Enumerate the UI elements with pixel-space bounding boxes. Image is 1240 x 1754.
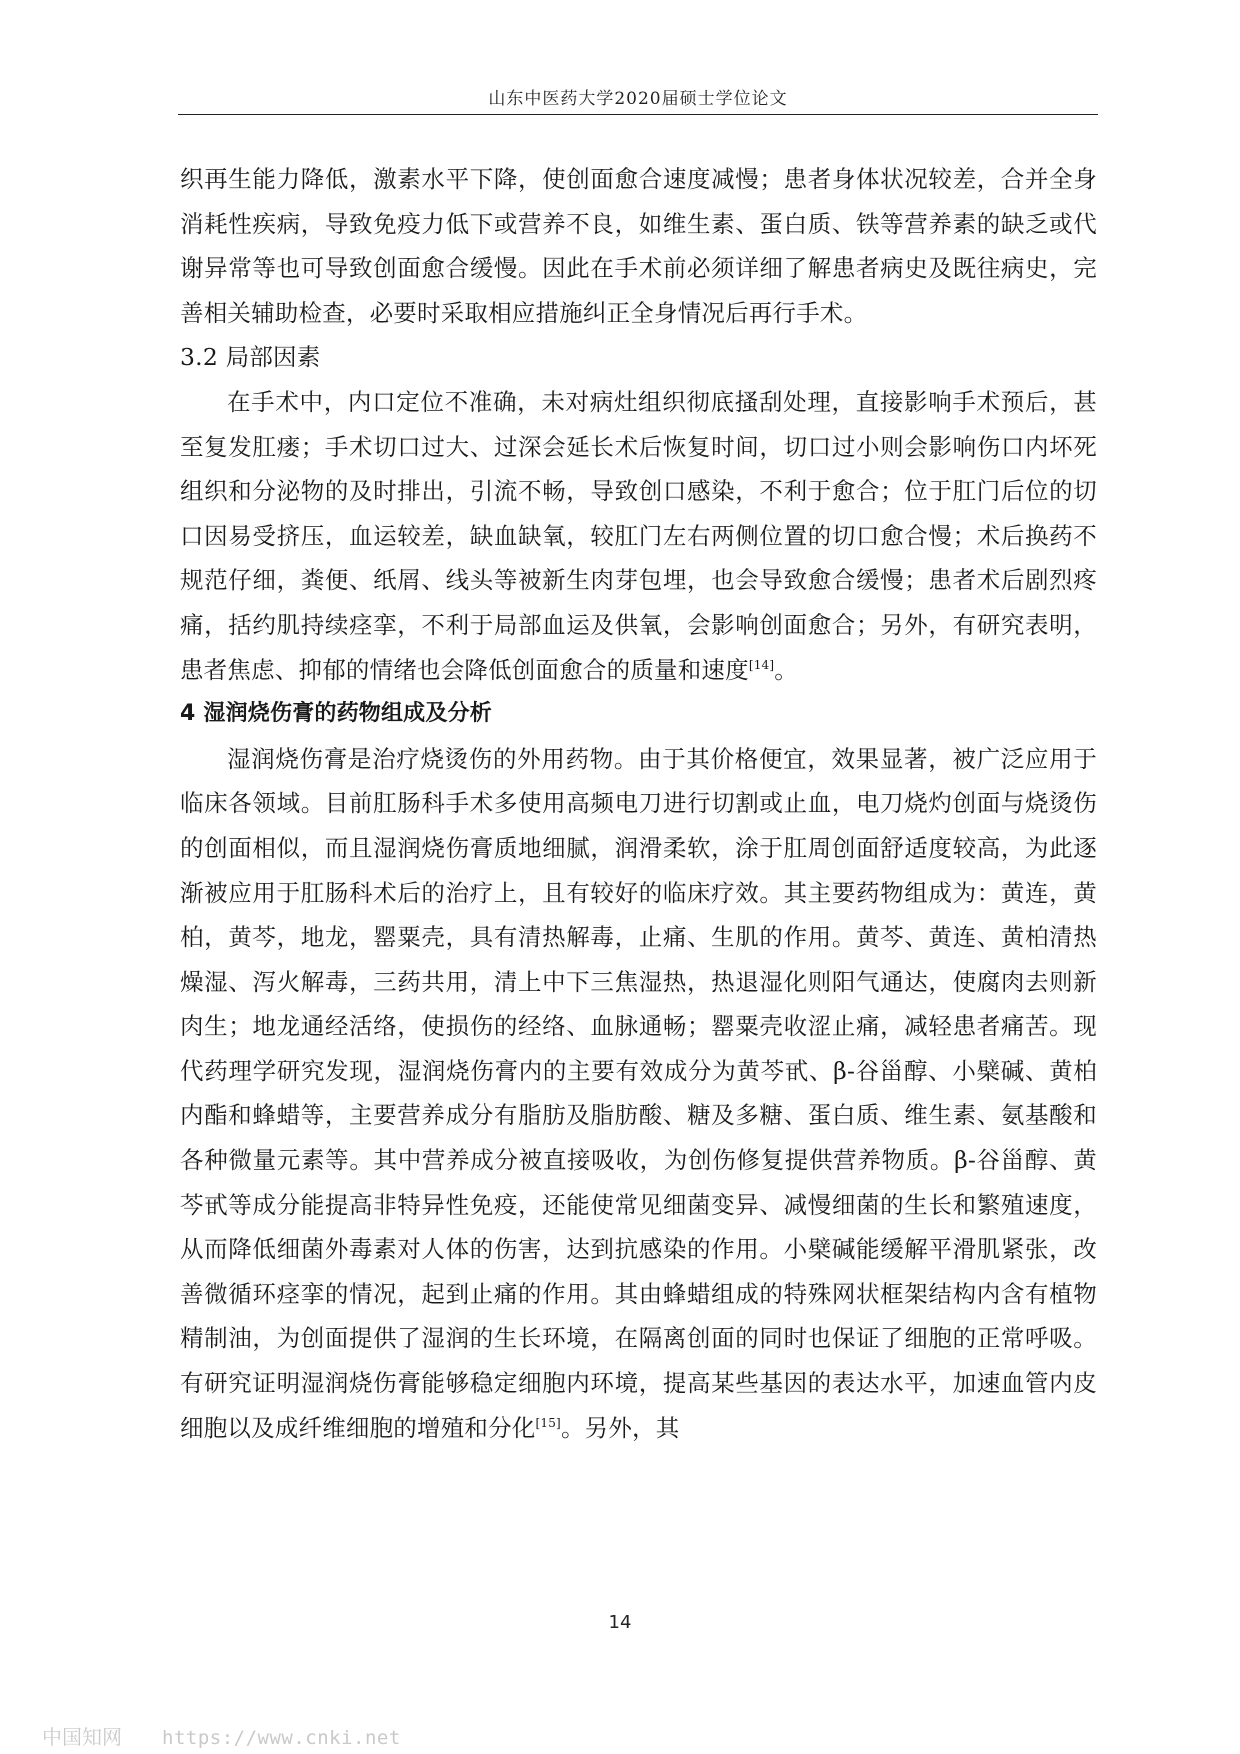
paragraph-3 <box>180 737 1097 1451</box>
paragraph-3-end: 。另外，其 <box>560 1413 680 1442</box>
watermark-logo: 中国知网 <box>42 1725 122 1749</box>
page-number: 14 <box>608 1612 632 1633</box>
watermark-url: https://www.cnki.net <box>162 1727 401 1749</box>
paragraph-2 <box>180 380 1097 692</box>
running-header: 山东中医药大学2020届硕士学位论文 <box>488 89 788 109</box>
paragraph-1: 织再生能力降低，激素水平下降，使创面愈合速度减慢；患者身体状况较差，合并全身消耗性疾病，导致免疫力低下或营养不良，如维生素、蛋白质、铁等营养素的缺乏或代谢异常等也可导致创面愈合缓慢。因此在手术前必须详细了解患者病史及既往病史，完善相关辅助检查，必要时采取相应措施纠正全身情况后再行手术。 <box>180 165 1097 327</box>
citation-ref-15: [15] <box>535 1415 561 1430</box>
header-rule <box>178 114 1098 115</box>
paragraph-2-text: 在手术中，内口定位不准确，未对病灶组织彻底搔刮处理，直接影响手术预后，甚至复发肛瘘；手术切口过大、过深会延长术后恢复时间，切口过小则会影响伤口内坏死组织和分泌物的及时排出，引流不畅，导致创口感染，不利于愈合；位于肛门后位的切口因易受挤压，血运较差，缺血缺氧，较肛门左右两侧位置的切口愈合慢；术后换药不规范仔细，粪便、纸屑、线头等被新生肉芽包埋，也会导致愈合缓慢；患者术后剧烈疼痛，括约肌持续痉挛，不利于局部血运及供氧，会影响创面愈合；另外，有研究表明，患者焦虑、抑郁的情绪也会降低创面愈合的质量和速度 <box>180 387 1097 684</box>
citation-ref-14: [14] <box>748 657 775 672</box>
paragraph-2-end: 。 <box>774 655 798 684</box>
body-text <box>180 157 1097 1450</box>
cnki-watermark <box>42 1721 401 1750</box>
section-subheading: 3.2 局部因素 <box>180 343 321 372</box>
section-heading: 4 湿润烧伤膏的药物组成及分析 <box>180 701 492 727</box>
paragraph-3-text: 湿润烧伤膏是治疗烧烫伤的外用药物。由于其价格便宜，效果显著，被广泛应用于临床各领域。目前肛肠科手术多使用高频电刀进行切割或止血，电刀烧灼创面与烧烫伤的创面相似，而且湿润烧伤膏质地细腻，润滑柔软，涂于肛周创面舒适度较高，为此逐渐被应用于肛肠科术后的治疗上，且有较好的临床疗效。其主要药物组成为：黄连，黄柏，黄芩，地龙，罂粟壳，具有清热解毒，止痛、生肌的作用。黄芩、黄连、黄柏清热燥湿、泻火解毒，三药共用，清上中下三焦湿热，热退湿化则阳气通达，使腐肉去则新肉生；地龙通经活络，使损伤的经络、血脉通畅；罂粟壳收涩止痛，减轻患者痛苦。现代药理学研究发现，湿润烧伤膏内的主要有效成分为黄芩甙、β-谷甾醇、小檗碱、黄柏内酯和蜂蜡等，主要营养成分有脂肪及脂肪酸、糖及多糖、蛋白质、维生素、氨基酸和各种微量元素等。其中营养成分被直接吸收，为创伤修复提供营养物质。β-谷甾醇、黄芩甙等成分能提高非特异性免疫，还能使常见细菌变异、减慢细菌的生长和繁殖速度，从而降低细菌外毒素对人体的伤害，达到抗感染的作用。小檗碱能缓解平滑肌紧张，改善微循环痉挛的情况，起到止痛的作用。其由蜂蜡组成的特殊网状框架结构内含有植物精制油，为创面提供了湿润的生长环境，在隔离创面的同时也保证了细胞的正常呼吸。有研究证明湿润烧伤膏能够稳定细胞内环境，提高某些基因的表达水平，加速血管内皮细胞以及成纤维细胞的增殖和分化 <box>180 744 1097 1442</box>
